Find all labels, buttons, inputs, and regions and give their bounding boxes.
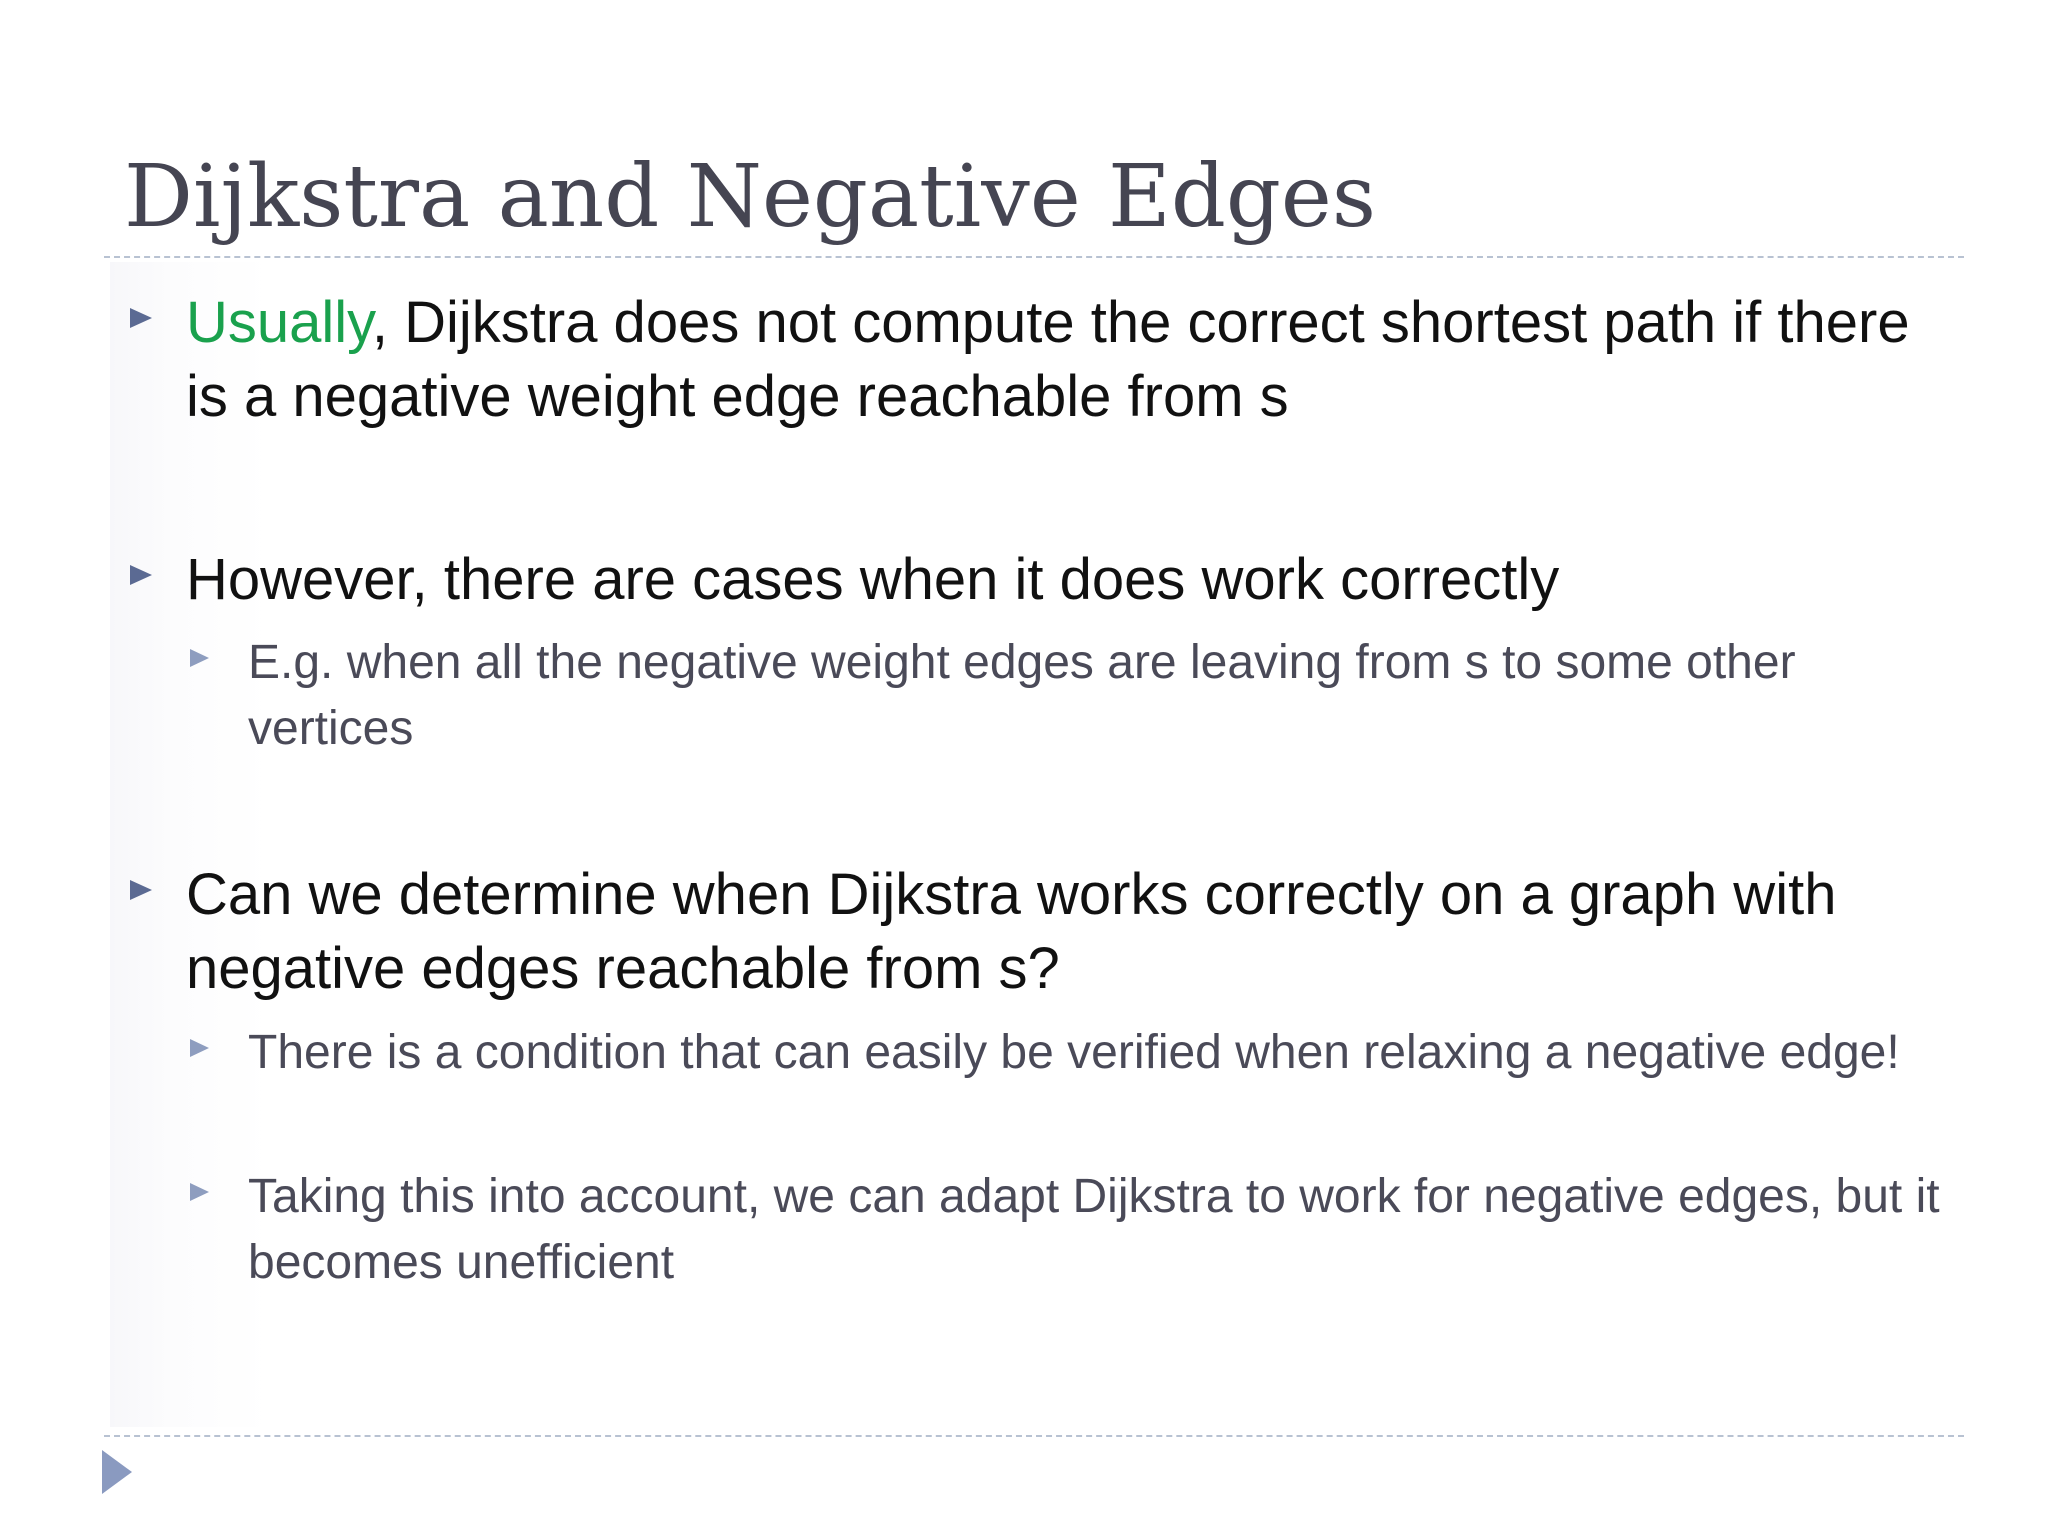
sub-bullet-arrow-icon (190, 649, 209, 667)
sub-bullet-item-3-1 (248, 1020, 1948, 1086)
bullet-item-1 (186, 286, 1946, 434)
sub-bullet-item-2-1 (248, 630, 1948, 762)
sub-bullet-arrow-icon (190, 1039, 209, 1057)
sub-bullet-text: Taking this into account, we can adapt Dijkstra to work for negative edges, but it becomes unefficient (248, 1170, 1940, 1289)
sub-bullet-arrow-icon (190, 1183, 209, 1201)
bullet-arrow-icon (130, 565, 152, 585)
slide-title: Dijkstra and Negative Edges (124, 147, 1376, 247)
sub-bullet-item-3-2 (248, 1164, 1948, 1296)
bullet-text: , Dijkstra does not compute the correct shortest path if there is a negative weight edge reachable from s (186, 290, 1910, 429)
footer-divider (104, 1435, 1964, 1437)
bullet-text: However, there are cases when it does work correctly (186, 547, 1560, 612)
next-slide-arrow-icon[interactable] (102, 1450, 132, 1494)
bullet-item-2 (186, 543, 1946, 617)
bullet-item-3 (186, 858, 1946, 1006)
bullet-arrow-icon (130, 880, 152, 900)
sub-bullet-text: E.g. when all the negative weight edges are leaving from s to some other vertices (248, 636, 1796, 755)
bullet-text: Can we determine when Dijkstra works correctly on a graph with negative edges reachable from s? (186, 862, 1837, 1001)
bullet-arrow-icon (130, 308, 152, 328)
highlight-word: Usually (186, 290, 372, 355)
title-divider (104, 256, 1964, 258)
sub-bullet-text: There is a condition that can easily be verified when relaxing a negative edge! (248, 1026, 1900, 1079)
